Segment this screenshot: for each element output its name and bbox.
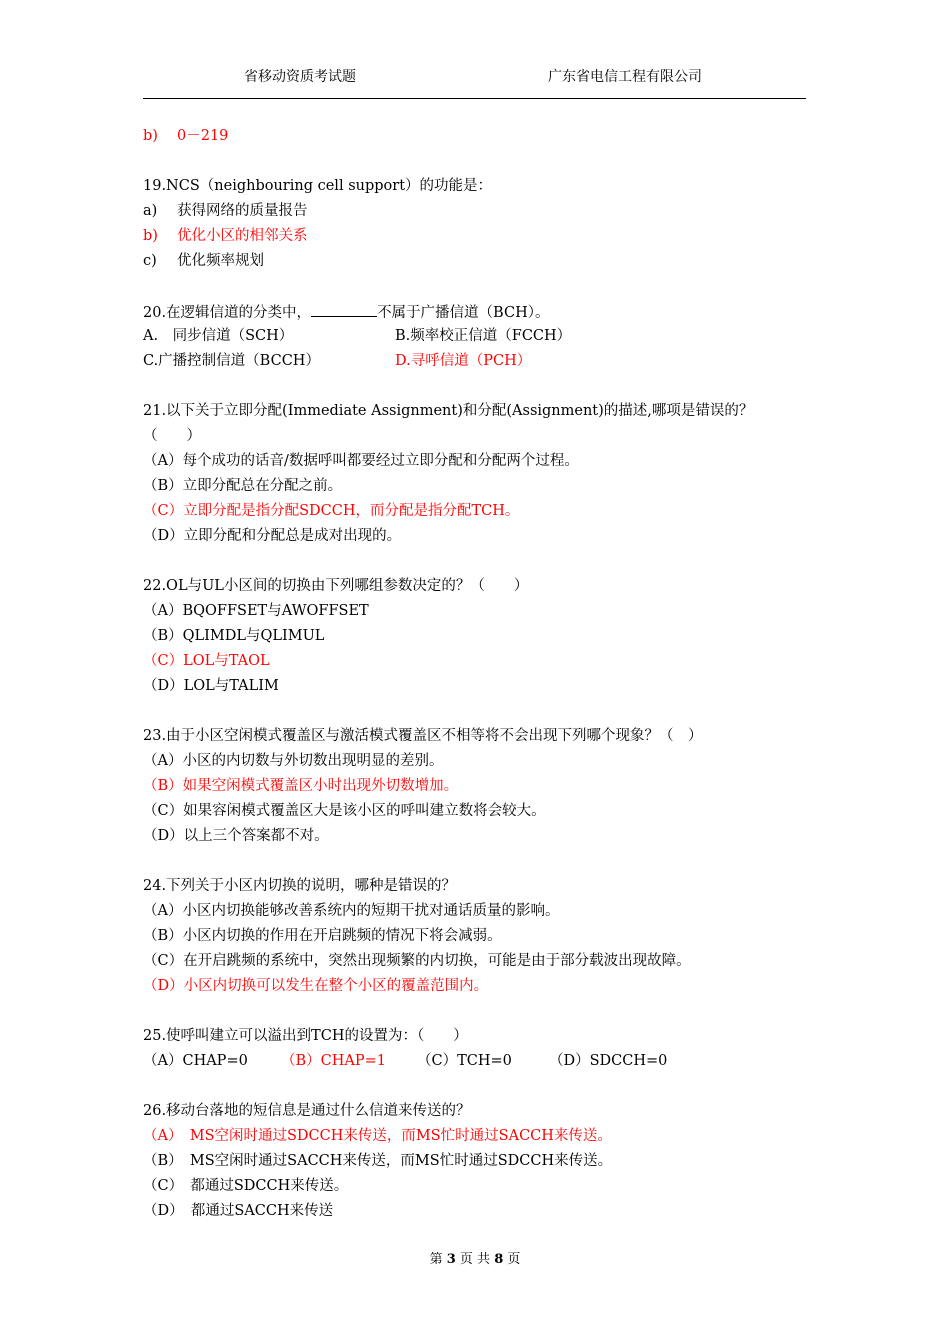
answer-option: （C）LOL与TAOL bbox=[143, 653, 270, 669]
question-23: 23.由于小区空闲模式覆盖区与激活模式覆盖区不相等将不会出现下列哪个现象？（ ） bbox=[143, 728, 703, 744]
footer-suffix: 页 bbox=[507, 1252, 521, 1267]
option-label: a) bbox=[143, 203, 158, 219]
option-c: C.广播控制信道（BCCH） bbox=[143, 353, 320, 369]
option-row: （B）立即分配总在分配之前。 bbox=[143, 478, 343, 494]
option-row: （D） 都通过SACCH来传送 bbox=[143, 1203, 334, 1219]
question-20 bbox=[143, 299, 823, 324]
option-row: （C）在开启跳频的系统中，突然出现频繁的内切换，可能是由于部分载波出现故障。 bbox=[143, 953, 691, 969]
option-row bbox=[143, 324, 823, 349]
question-21: 21.以下关于立即分配(Immediate Assignment)和分配(Assignment)的描述,哪项是错误的？ bbox=[143, 403, 754, 419]
option-text: 优化频率规划 bbox=[177, 253, 264, 269]
option-row: （A）BQOFFSET与AWOFFSET bbox=[143, 603, 369, 619]
page-footer bbox=[0, 1248, 950, 1267]
option-row: （A）小区内切换能够改善系统内的短期干扰对通话质量的影响。 bbox=[143, 903, 560, 919]
option-row: （C）如果容闲模式覆盖区大是该小区的呼叫建立数将会较大。 bbox=[143, 803, 546, 819]
footer-prefix: 第 bbox=[429, 1252, 443, 1267]
question-26: 26.移动台落地的短信息是通过什么信道来传送的？ bbox=[143, 1103, 471, 1119]
spacer bbox=[143, 274, 823, 299]
option-d: （D）SDCCH=0 bbox=[549, 1053, 668, 1069]
answer-blank bbox=[311, 299, 377, 317]
option-d-answer: D.寻呼信道（PCH） bbox=[395, 353, 532, 369]
option-row: （B）QLIMDL与QLIMUL bbox=[143, 628, 325, 644]
option-b: B.频率校正信道（FCCH） bbox=[395, 328, 572, 344]
option-text: 获得网络的质量报告 bbox=[177, 203, 308, 219]
question-text-after: 不属于广播信道（BCH）。 bbox=[377, 305, 550, 321]
question-22: 22.OL与UL小区间的切换由下列哪组参数决定的？（ ） bbox=[143, 578, 529, 594]
option-label: b) bbox=[143, 228, 158, 244]
question-text-before: 20.在逻辑信道的分类中， bbox=[143, 305, 312, 321]
option-text: 0－219 bbox=[177, 128, 229, 144]
answer-option: （B）如果空闲模式覆盖区小时出现外切数增加。 bbox=[143, 778, 459, 794]
answer-option: （A） MS空闲时通过SDCCH来传送，而MS忙时通过SACCH来传送。 bbox=[143, 1128, 612, 1144]
option-label: b) bbox=[143, 128, 158, 144]
option-c: （C）TCH=0 bbox=[417, 1053, 512, 1069]
header-left-title: 省移动资质考试题 bbox=[244, 69, 356, 85]
spacer bbox=[143, 149, 823, 174]
spacer bbox=[143, 699, 823, 724]
spacer bbox=[143, 549, 823, 574]
option-b-answer: （B）CHAP=1 bbox=[281, 1053, 386, 1069]
spacer bbox=[143, 1074, 823, 1099]
spacer bbox=[143, 374, 823, 399]
option-row: （D）立即分配和分配总是成对出现的。 bbox=[143, 528, 402, 544]
option-row bbox=[143, 349, 823, 374]
spacer bbox=[143, 849, 823, 874]
option-row: （D）以上三个答案都不对。 bbox=[143, 828, 329, 844]
option-row: （B） MS空闲时通过SACCH来传送，而MS忙时通过SDCCH来传送。 bbox=[143, 1153, 613, 1169]
option-text: 优化小区的相邻关系 bbox=[177, 228, 308, 244]
answer-option bbox=[143, 124, 823, 149]
total-pages-number: 8 bbox=[494, 1252, 504, 1267]
option-label: c) bbox=[143, 253, 157, 269]
footer-mid: 页 共 bbox=[459, 1252, 491, 1267]
answer-option: （D）小区内切换可以发生在整个小区的覆盖范围内。 bbox=[143, 978, 489, 994]
question-21-cont: （ ） bbox=[143, 428, 201, 444]
question-24: 24.下列关于小区内切换的说明，哪种是错误的？ bbox=[143, 878, 457, 894]
page-content bbox=[143, 124, 823, 1224]
header-right-company: 广东省电信工程有限公司 bbox=[548, 69, 702, 85]
option-row: （B）小区内切换的作用在开启跳频的情况下将会减弱。 bbox=[143, 928, 502, 944]
option-row: （D）LOL与TALIM bbox=[143, 678, 279, 694]
header-rule bbox=[143, 98, 806, 99]
option-row bbox=[143, 1049, 823, 1074]
option-row: （A）每个成功的话音/数据呼叫都要经过立即分配和分配两个过程。 bbox=[143, 453, 579, 469]
option-row bbox=[143, 199, 823, 224]
option-row: （C） 都通过SDCCH来传送。 bbox=[143, 1178, 349, 1194]
question-19: 19.NCS（neighbouring cell support）的功能是： bbox=[143, 178, 493, 194]
spacer bbox=[143, 999, 823, 1024]
answer-option bbox=[143, 224, 823, 249]
option-a: A. 同步信道（SCH） bbox=[143, 328, 294, 344]
option-row: （A）小区的内切数与外切数出现明显的差别。 bbox=[143, 753, 444, 769]
option-a: （A）CHAP=0 bbox=[143, 1053, 248, 1069]
answer-option: （C）立即分配是指分配SDCCH，而分配是指分配TCH。 bbox=[143, 503, 520, 519]
current-page-number: 3 bbox=[446, 1252, 456, 1267]
option-row bbox=[143, 249, 823, 274]
question-25: 25.使呼叫建立可以溢出到TCH的设置为：（ ） bbox=[143, 1028, 468, 1044]
